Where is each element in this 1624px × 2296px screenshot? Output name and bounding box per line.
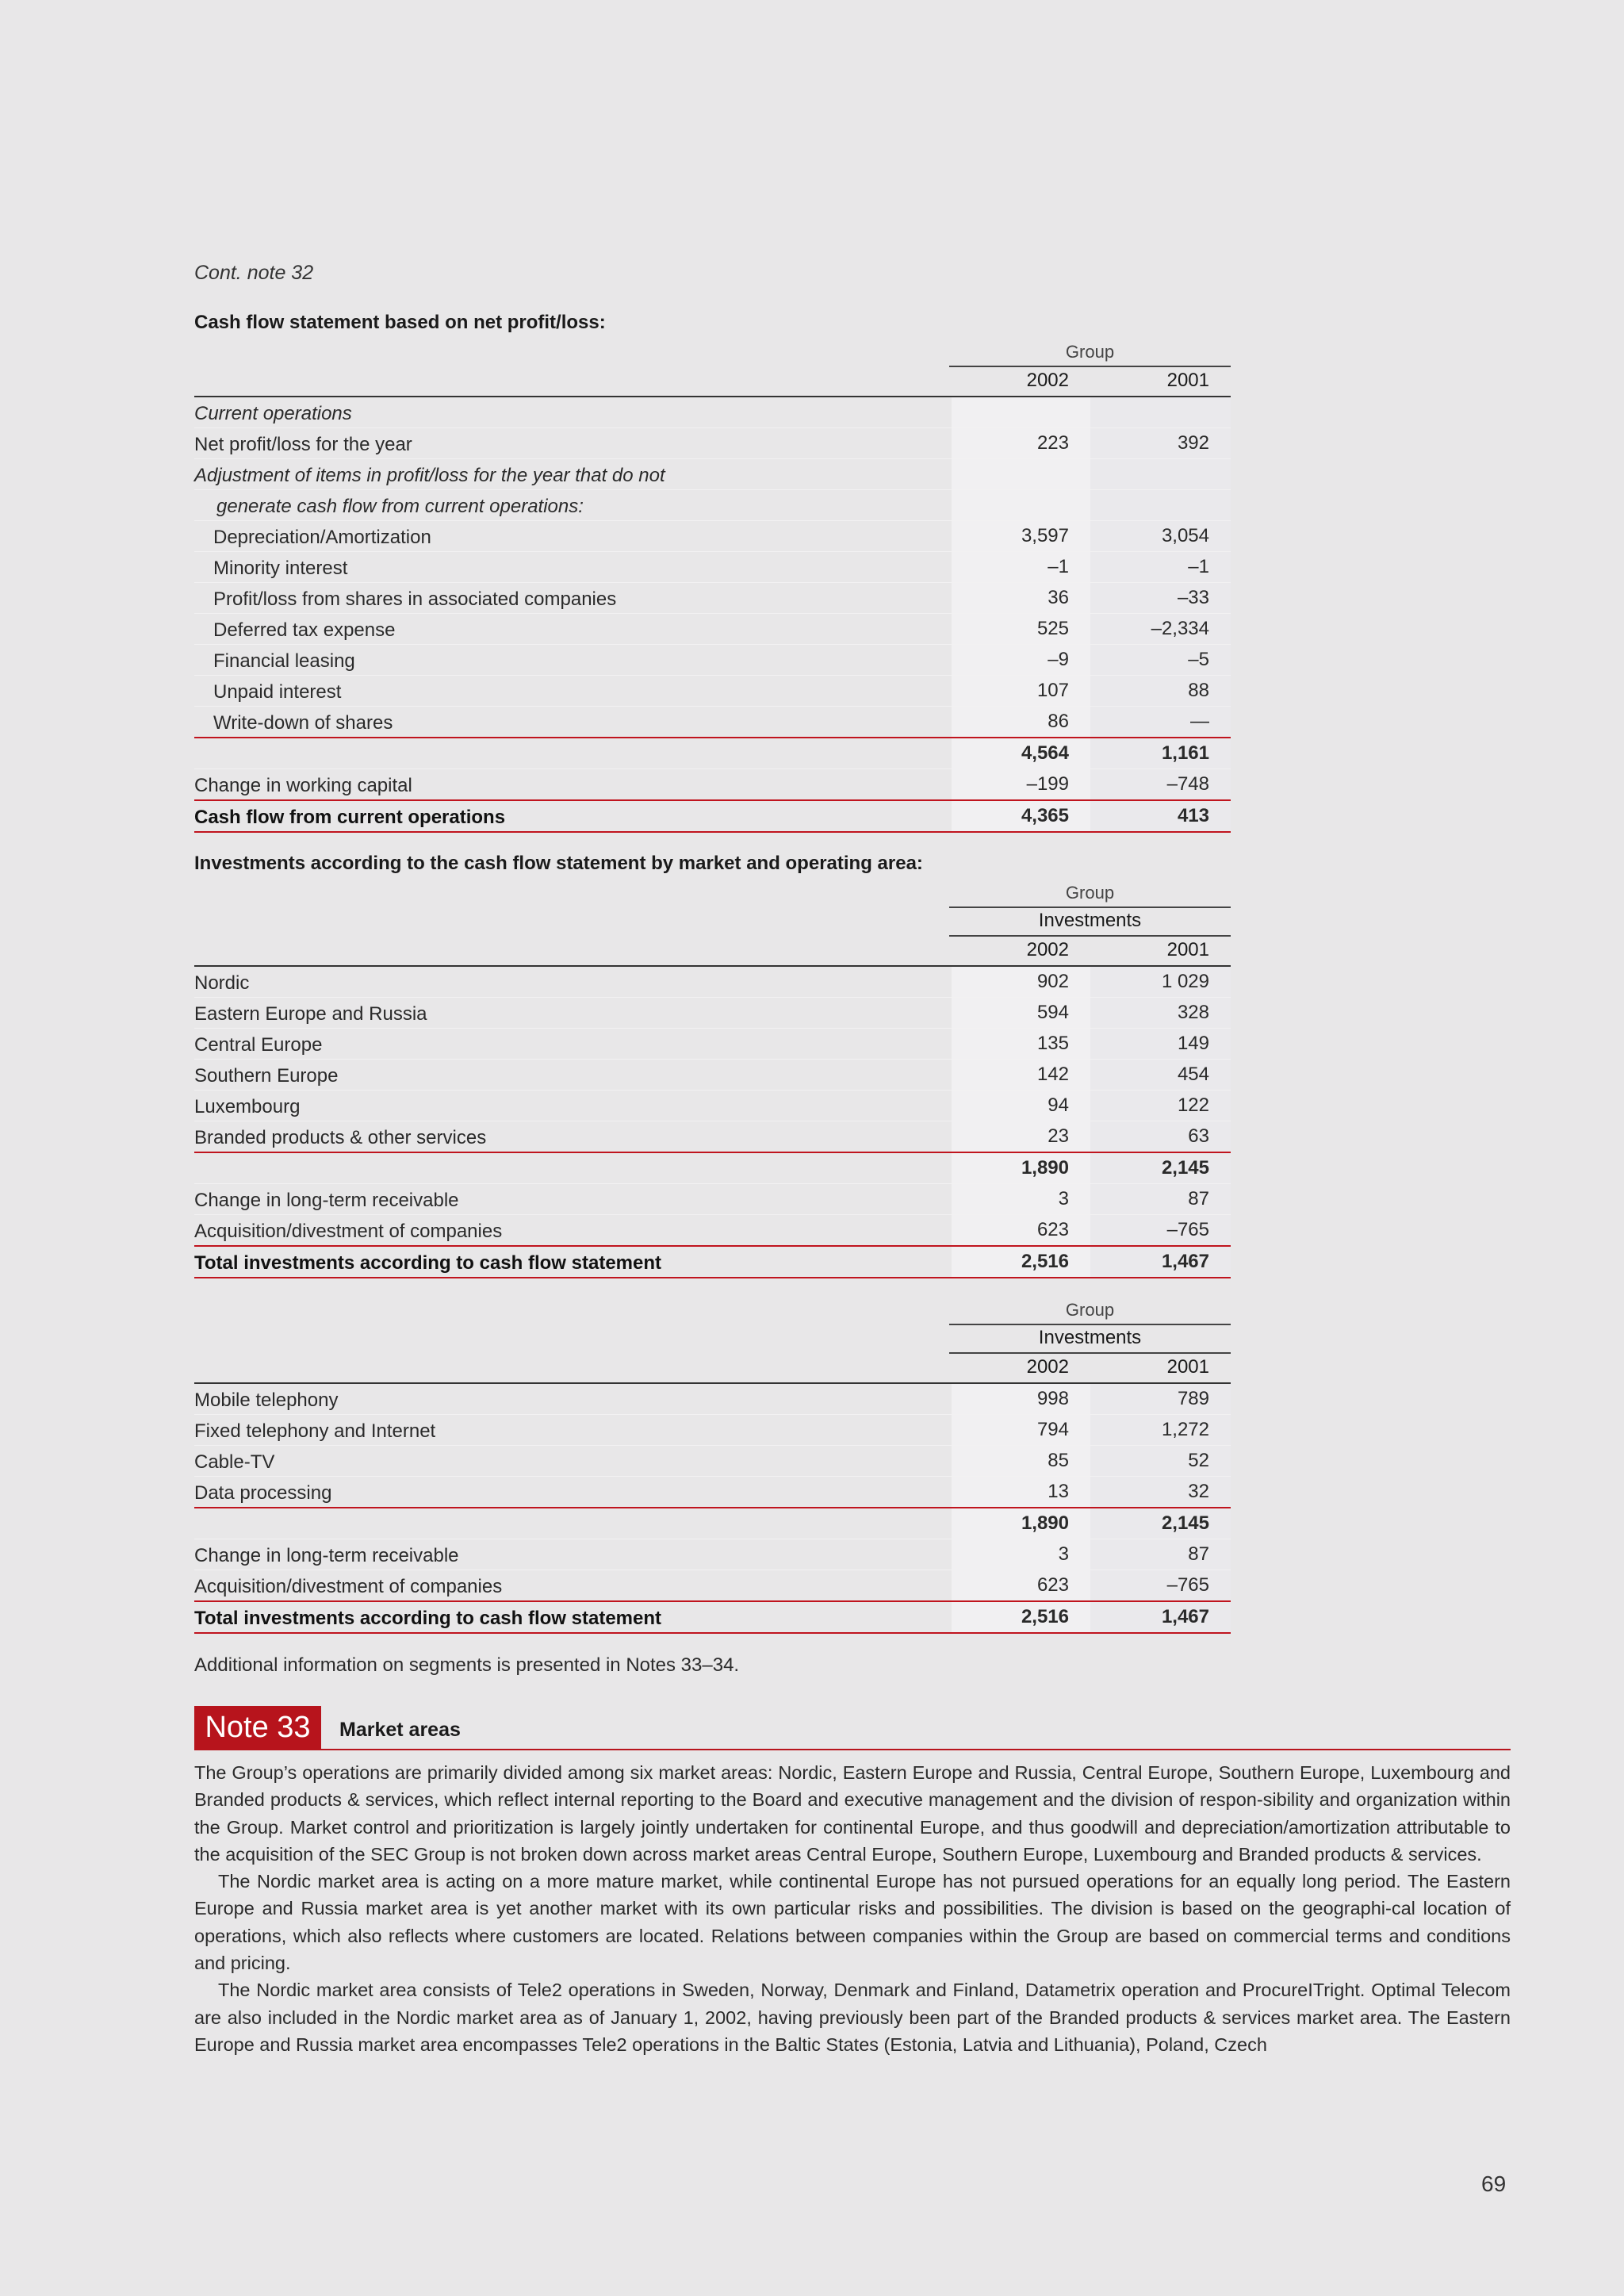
row-label: generate cash flow from current operations: — [216, 496, 584, 517]
note-title: Market areas — [339, 1719, 461, 1741]
value-2001: –2,334 — [1090, 614, 1231, 644]
table-row — [194, 1121, 1231, 1153]
value-2001 — [1090, 490, 1231, 520]
table-row — [194, 521, 1231, 552]
row-label: Write-down of shares — [213, 712, 393, 734]
value-2001: 1,272 — [1090, 1415, 1231, 1445]
value-2002: 525 — [952, 614, 1090, 644]
table-row — [194, 1446, 1231, 1477]
value-2001: 3,054 — [1090, 521, 1231, 551]
table-row — [194, 1184, 1231, 1215]
value-2002: –1 — [952, 552, 1090, 582]
cash-flow-table — [194, 337, 1231, 833]
investments-header — [194, 1324, 1231, 1352]
value-2001: 87 — [1090, 1539, 1231, 1570]
paragraph-3: The Nordic market area consists of Tele2 operations in Sweden, Norway, Denmark and Finland, Datametrix operation and ProcureITright. Optimal Telecom are also included in the Nordic market area as of January 1, 2002, having previously been part of the Branded products & services market area. The Eastern Europe and Russia market area encompasses Tele2 operations in the Baltic States (Estonia, Latvia and Lithuania), Poland, Czech — [194, 1980, 1511, 2055]
row-label: Data processing — [194, 1482, 332, 1504]
investments-operating-rows — [194, 1384, 1231, 1634]
cont-note: Cont. note 32 — [194, 262, 314, 284]
value-2002: 4,365 — [952, 801, 1090, 831]
group-label: Group — [1065, 1300, 1115, 1320]
value-2001: 328 — [1090, 998, 1231, 1028]
additional-info: Additional information on segments is presented in Notes 33–34. — [194, 1654, 740, 1676]
cash-flow-rows — [194, 397, 1231, 833]
table-row — [194, 1477, 1231, 1508]
row-label: Cable-TV — [194, 1451, 275, 1473]
row-label: Southern Europe — [194, 1065, 339, 1087]
row-label: Luxembourg — [194, 1096, 301, 1117]
table-row — [194, 738, 1231, 769]
year-2002: 2002 — [1026, 370, 1069, 391]
row-label: Minority interest — [213, 558, 348, 579]
value-2001: 413 — [1090, 801, 1231, 831]
value-2001: –33 — [1090, 583, 1231, 613]
row-label: Financial leasing — [213, 650, 355, 672]
row-label: Depreciation/Amortization — [213, 527, 431, 548]
row-label: Nordic — [194, 972, 250, 994]
table-row — [194, 645, 1231, 676]
group-label: Group — [1065, 342, 1115, 362]
value-2001: 392 — [1090, 428, 1231, 458]
year-header-row — [194, 935, 1231, 967]
group-header — [194, 878, 1231, 907]
row-label: Current operations — [194, 403, 352, 424]
value-2001: 789 — [1090, 1384, 1231, 1414]
value-2002: 223 — [952, 428, 1090, 458]
table-row — [194, 801, 1231, 833]
row-label: Cash flow from current operations — [194, 807, 506, 828]
value-2001: 454 — [1090, 1060, 1231, 1090]
table-row — [194, 1029, 1231, 1060]
value-2001 — [1090, 397, 1231, 427]
value-2001: 1 029 — [1090, 967, 1231, 997]
investments-market-rows — [194, 967, 1231, 1278]
page-number: 69 — [1481, 2171, 1507, 2196]
value-2002: 998 — [952, 1384, 1090, 1414]
row-label: Profit/loss from shares in associated companies — [213, 588, 617, 610]
investments-market-table — [194, 878, 1231, 1278]
table-row — [194, 428, 1231, 459]
row-label: Total investments according to cash flow statement — [194, 1608, 662, 1629]
note-badge: Note 33 — [194, 1706, 321, 1749]
table-row — [194, 1602, 1231, 1634]
table-row — [194, 1570, 1231, 1602]
value-2002: 107 — [952, 676, 1090, 706]
value-2002 — [952, 459, 1090, 489]
investments-label: Investments — [1038, 1327, 1142, 1348]
value-2001 — [1090, 459, 1231, 489]
paragraph-2: The Nordic market area is acting on a more mature market, while continental Europe has not pursued operations for an equally long period. The Eastern Europe and Russia market area is yet another market with its own particular risks and possibilities. The division is based on the geographi-cal location of operations, which also reflects where customers are located. Relations between companies within the Group are based on commercial terms and conditions and pricing. — [194, 1871, 1511, 1974]
year-2001: 2001 — [1166, 939, 1209, 960]
value-2001: –748 — [1090, 769, 1231, 799]
value-2002: 86 — [952, 707, 1090, 737]
value-2001: 63 — [1090, 1121, 1231, 1152]
row-label: Acquisition/divestment of companies — [194, 1221, 503, 1242]
table-row — [194, 490, 1231, 521]
table-row — [194, 583, 1231, 614]
value-2001: 122 — [1090, 1091, 1231, 1121]
row-label: Mobile telephony — [194, 1389, 339, 1411]
table-row — [194, 552, 1231, 583]
value-2002: –199 — [952, 769, 1090, 799]
value-2002: 135 — [952, 1029, 1090, 1059]
table-row — [194, 614, 1231, 645]
table-row — [194, 1384, 1231, 1415]
value-2002: 594 — [952, 998, 1090, 1028]
value-2001: 1,467 — [1090, 1247, 1231, 1277]
group-header — [194, 1295, 1231, 1324]
year-header-row — [194, 366, 1231, 397]
year-2002: 2002 — [1026, 1356, 1069, 1378]
value-2002: 623 — [952, 1570, 1090, 1600]
table-row — [194, 967, 1231, 998]
value-2002: 1,890 — [952, 1508, 1090, 1539]
table-row — [194, 676, 1231, 707]
row-label: Change in long-term receivable — [194, 1545, 459, 1566]
value-2002: 2,516 — [952, 1602, 1090, 1632]
table-row — [194, 998, 1231, 1029]
table-row — [194, 1539, 1231, 1570]
value-2001: 2,145 — [1090, 1153, 1231, 1183]
year-header-row — [194, 1352, 1231, 1384]
value-2002: –9 — [952, 645, 1090, 675]
investments-operating-table — [194, 1295, 1231, 1634]
row-label: Unpaid interest — [213, 681, 342, 703]
value-2002: 3 — [952, 1539, 1090, 1570]
row-label: Acquisition/divestment of companies — [194, 1576, 503, 1597]
investments-title: Investments according to the cash flow statement by market and operating area: — [194, 853, 923, 874]
value-2002 — [952, 397, 1090, 427]
table-row — [194, 1060, 1231, 1091]
value-2002: 1,890 — [952, 1153, 1090, 1183]
value-2002: 36 — [952, 583, 1090, 613]
row-label: Central Europe — [194, 1034, 323, 1056]
note-body — [194, 1759, 1511, 2058]
value-2002: 3,597 — [952, 521, 1090, 551]
paragraph-1: The Group’s operations are primarily divided among six market areas: Nordic, Eastern Europe and Russia, Central Europe, Southern Europe, Luxembourg and Branded products & services, which reflect internal reporting to the Board and executive management and the division of respon-sibility and organization within the Group. Market control and prioritization is largely jointly undertaken for continental Europe, and thus goodwill and depreciation/amortization attributable to the acquisition of the SEC Group is not broken down across market areas Central Europe, Southern Europe, Luxembourg and Branded products & services. — [194, 1762, 1511, 1865]
group-header — [194, 337, 1231, 366]
table-row — [194, 769, 1231, 801]
value-2001: — — [1090, 707, 1231, 737]
value-2001: 32 — [1090, 1477, 1231, 1507]
value-2002: 623 — [952, 1215, 1090, 1245]
table-row — [194, 1153, 1231, 1184]
table-row — [194, 397, 1231, 428]
table-row — [194, 1415, 1231, 1446]
table-row — [194, 1247, 1231, 1278]
investments-label: Investments — [1038, 910, 1142, 931]
row-label: Deferred tax expense — [213, 619, 396, 641]
value-2001: 1,467 — [1090, 1602, 1231, 1632]
value-2001: –765 — [1090, 1215, 1231, 1245]
value-2001: 87 — [1090, 1184, 1231, 1214]
value-2001: –765 — [1090, 1570, 1231, 1600]
table-row — [194, 459, 1231, 490]
value-2002: 94 — [952, 1091, 1090, 1121]
value-2002: 3 — [952, 1184, 1090, 1214]
value-2002: 2,516 — [952, 1247, 1090, 1277]
year-2002: 2002 — [1026, 939, 1069, 960]
table-row — [194, 1215, 1231, 1247]
value-2001: –1 — [1090, 552, 1231, 582]
value-2001: –5 — [1090, 645, 1231, 675]
value-2002 — [952, 490, 1090, 520]
value-2002: 794 — [952, 1415, 1090, 1445]
row-label: Total investments according to cash flow statement — [194, 1252, 662, 1274]
row-label: Change in working capital — [194, 775, 412, 796]
group-label: Group — [1065, 883, 1115, 903]
year-2001: 2001 — [1166, 1356, 1209, 1378]
table-row — [194, 1091, 1231, 1121]
cash-flow-title: Cash flow statement based on net profit/loss: — [194, 312, 606, 333]
year-2001: 2001 — [1166, 370, 1209, 391]
row-label: Branded products & other services — [194, 1127, 487, 1148]
row-label: Change in long-term receivable — [194, 1190, 459, 1211]
value-2002: 4,564 — [952, 738, 1090, 769]
note-rule — [194, 1749, 1511, 1750]
value-2001: 149 — [1090, 1029, 1231, 1059]
row-label: Fixed telephony and Internet — [194, 1420, 436, 1442]
value-2001: 2,145 — [1090, 1508, 1231, 1539]
table-row — [194, 707, 1231, 738]
value-2001: 88 — [1090, 676, 1231, 706]
value-2001: 1,161 — [1090, 738, 1231, 769]
investments-header — [194, 907, 1231, 935]
row-label: Eastern Europe and Russia — [194, 1003, 427, 1025]
row-label: Adjustment of items in profit/loss for the year that do not — [194, 465, 665, 486]
value-2002: 902 — [952, 967, 1090, 997]
row-label: Net profit/loss for the year — [194, 434, 412, 455]
value-2002: 23 — [952, 1121, 1090, 1152]
value-2002: 13 — [952, 1477, 1090, 1507]
table-row — [194, 1508, 1231, 1539]
value-2001: 52 — [1090, 1446, 1231, 1476]
value-2002: 85 — [952, 1446, 1090, 1476]
value-2002: 142 — [952, 1060, 1090, 1090]
